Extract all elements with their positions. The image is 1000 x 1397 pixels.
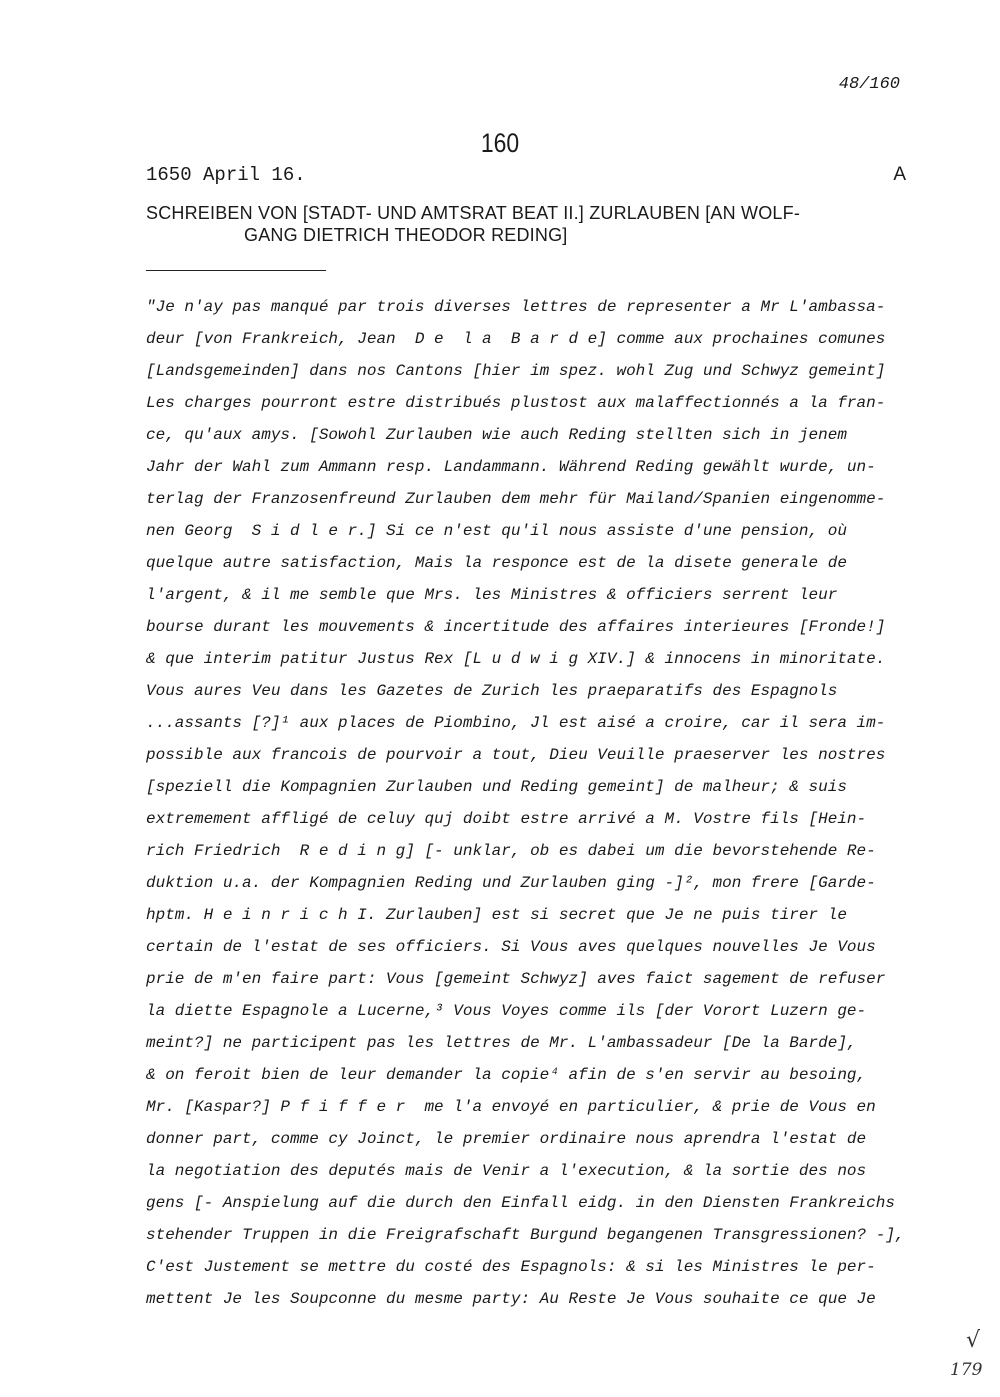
document-heading <box>146 202 906 246</box>
body-line: donner part, comme cy Joinct, le premier ordinaire nous aprendra l'estat de <box>146 1130 867 1148</box>
body-line: stehender Truppen in die Freigrafschaft Burgund begangenen Transgressionen? -], <box>146 1226 905 1244</box>
letter-body <box>146 291 926 1315</box>
body-line: Vous aures Veu dans les Gazetes de Zurich les praeparatifs des Espagnols <box>146 682 838 700</box>
body-line: meint?] ne participent pas les lettres de Mr. L'ambassadeur [De la Barde], <box>146 1034 857 1052</box>
body-line: gens [- Anspielung auf die durch den Einfall eidg. in den Diensten Frankreichs <box>146 1194 895 1212</box>
body-line: hptm. H e i n r i c h I. Zurlauben] est si secret que Je ne puis tirer le <box>146 906 847 924</box>
body-line: Mr. [Kaspar?] P f i f f e r me l'a envoyé en particulier, & prie de Vous en <box>146 1098 876 1116</box>
heading-line-1: SCHREIBEN VON [STADT- UND AMTSRAT BEAT II.] ZURLAUBEN [AN WOLF- <box>146 203 801 223</box>
body-line: C'est Justement se mettre du costé des Espagnols: & si les Ministres le per- <box>146 1258 876 1276</box>
body-line: "Je n'ay pas manqué par trois diverses lettres de representer a Mr L'ambassa- <box>146 298 886 316</box>
body-line: Les charges pourront estre distribués plustost aux malaffectionnés a la fran- <box>146 394 886 412</box>
body-line: l'argent, & il me semble que Mrs. les Ministres & officiers serrent leur <box>146 586 838 604</box>
margin-checkmark: √ <box>966 1328 981 1353</box>
body-line: bourse durant les mouvements & incertitude des affaires interieures [Fronde!] <box>146 618 886 636</box>
body-line: rich Friedrich R e d i n g] [- unklar, ob es dabei um die bevorstehende Re- <box>146 842 876 860</box>
date-line <box>146 164 906 186</box>
body-line: prie de m'en faire part: Vous [gemeint Schwyz] aves faict sagement de refuser <box>146 970 886 988</box>
body-line: quelque autre satisfaction, Mais la responce est de la disete generale de <box>146 554 847 572</box>
document-marker: A <box>893 164 906 185</box>
body-line: [Landsgemeinden] dans nos Cantons [hier im spez. wohl Zug und Schwyz gemeint] <box>146 362 886 380</box>
margin-handwritten-number: 179 <box>950 1360 983 1380</box>
body-line: terlag der Franzosenfreund Zurlauben dem mehr für Mailand/Spanien eingenomme- <box>146 490 886 508</box>
body-line: possible aux francois de pourvoir a tout, Dieu Veuille praeserver les nostres <box>146 746 886 764</box>
body-line: la negotiation des deputés mais de Venir a l'execution, & la sortie des nos <box>146 1162 867 1180</box>
body-line: mettent Je les Soupconne du mesme party: Au Reste Je Vous souhaite ce que Je <box>146 1290 876 1308</box>
body-line: & on feroit bien de leur demander la copie⁴ afin de s'en servir au besoing, <box>146 1066 867 1084</box>
body-line: Jahr der Wahl zum Ammann resp. Landammann. Während Reding gewählt wurde, un- <box>146 458 876 476</box>
separator-rule <box>146 270 326 271</box>
body-line: extremement affligé de celuy quj doibt estre arrivé a M. Vostre fils [Hein- <box>146 810 867 828</box>
body-line: deur [von Frankreich, Jean D e l a B a r d e] comme aux prochaines comunes <box>146 330 886 348</box>
body-line: duktion u.a. der Kompagnien Reding und Zurlauben ging -]², mon frere [Garde- <box>146 874 876 892</box>
document-date: 1650 April 16. <box>146 164 306 186</box>
page-number: 48/160 <box>838 75 900 94</box>
body-line: nen Georg S i d l e r.] Si ce n'est qu'il nous assiste d'une pension, où <box>146 522 847 540</box>
heading-line-2: GANG DIETRICH THEODOR REDING] <box>244 225 568 245</box>
body-line: ce, qu'aux amys. [Sowohl Zurlauben wie auch Reding stellten sich in jenem <box>146 426 847 444</box>
body-line: & que interim patitur Justus Rex [L u d w i g XIV.] & innocens in minoritate. <box>146 650 886 668</box>
folio-number: 160 <box>480 128 520 158</box>
body-line: la diette Espagnole a Lucerne,³ Vous Voyes comme ils [der Vorort Luzern ge- <box>146 1002 867 1020</box>
body-line: certain de l'estat de ses officiers. Si Vous aves quelques nouvelles Je Vous <box>146 938 876 956</box>
body-line: ...assants [?]¹ aux places de Piombino, Jl est aisé a croire, car il sera im- <box>146 714 886 732</box>
body-line: [speziell die Kompagnien Zurlauben und Reding gemeint] de malheur; & suis <box>146 778 847 796</box>
